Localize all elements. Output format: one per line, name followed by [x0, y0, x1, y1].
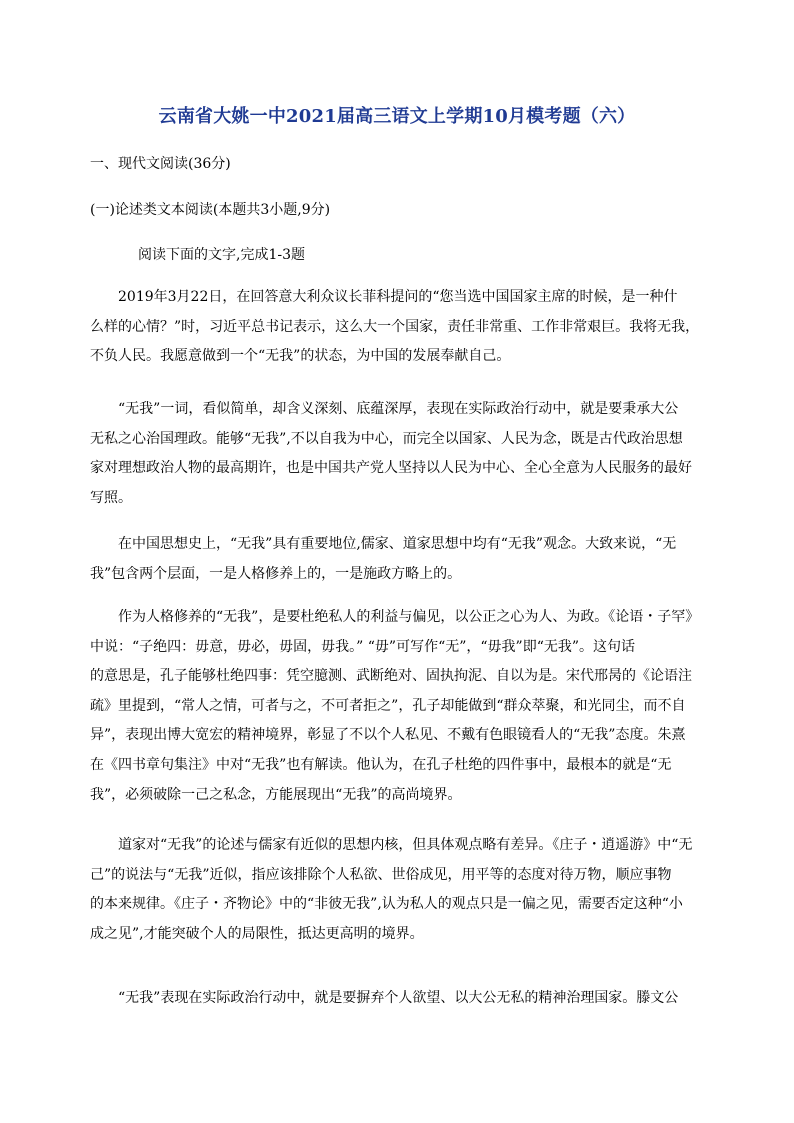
paragraph-line: 无私之心治国理政。能够“无我”,不以自我为中心，而完全以国家、人民为念，既是古代政治思想	[90, 430, 683, 447]
paragraph-line: 我”包含两个层面，一是人格修养上的，一是施政方略上的。	[90, 565, 462, 582]
paragraph-6	[90, 984, 705, 1014]
paragraph-line: 么样的心情？”时，习近平总书记表示，这么大一个国家，责任非常重、工作非常艰巨。我将无我，	[90, 318, 700, 335]
paragraph-3	[90, 530, 705, 589]
paragraph-4	[90, 603, 705, 810]
paragraph-line: 作为人格修养的“无我”，是要杜绝私人的利益与偏见，以公正之心为人、为政。《论语・子罕》	[118, 609, 700, 625]
paragraph-line: 己”的说法与“无我”近似，指应该排除个人私欲、世俗成见，用平等的态度对待万物，顺应事物	[90, 866, 672, 883]
paragraph-line: “无我”一词，看似简单，却含义深刻、底蕴深厚，表现在实际政治行动中，就是要秉承大公	[118, 401, 679, 417]
paragraph-line: “无我”表现在实际政治行动中，就是要摒弃个人欲望、以大公无私的精神治理国家。滕文公	[118, 990, 679, 1006]
subsection-heading: (一)论述类文本阅读(本题共3小题,9分)	[90, 202, 331, 218]
section-heading: 一、现代文阅读(36分)	[90, 156, 231, 172]
paragraph-1	[90, 283, 705, 372]
paragraph-line: 在中国思想史上，“无我”具有重要地位,儒家、道家思想中均有“无我”观念。大致来说，“无	[118, 536, 677, 552]
document-title: 云南省大姚一中2021届高三语文上学期10月模考题（六）	[158, 106, 636, 127]
reading-instruction: 阅读下面的文字,完成1-3题	[138, 247, 305, 263]
paragraph-5	[90, 831, 705, 949]
paragraph-line: 的意思是，孔子能够杜绝四事：凭空臆测、武断绝对、固执拘泥、自以为是。宋代邢昺的《论语注	[90, 668, 692, 685]
paragraph-line: 不负人民。我愿意做到一个“无我”的状态，为中国的发展奉献自己。	[90, 348, 511, 365]
paragraph-line: 的本来规律。《庄子・齐物论》中的“非彼无我”,认为私人的观点只是一偏之见，需要否定这种“小	[90, 896, 683, 913]
paragraph-line: 异”，表现出博大宽宏的精神境界，彰显了不以个人私见、不戴有色眼镜看人的“无我”态度。朱熹	[90, 727, 686, 744]
paragraph-line: 2019年3月22日，在回答意大利众议长菲科提问的“您当选中国国家主席的时候，是一种什	[118, 289, 678, 305]
paragraph-line: 家对理想政治人物的最高期许，也是中国共产党人坚持以人民为中心、全心全意为人民服务的最好	[90, 460, 692, 477]
paragraph-line: 道家对“无我”的论述与儒家有近似的思想内核，但具体观点略有差异。《庄子・逍遥游》中“无	[118, 837, 693, 853]
paragraph-line: 中说：“子绝四：毋意，毋必，毋固，毋我。” “毋”可写作“无”，“毋我”即“无我”。这句话	[90, 638, 636, 655]
paragraph-line: 我”，必须破除一己之私念，方能展现出“无我”的高尚境界。	[90, 786, 462, 803]
paragraph-line: 疏》里提到，“常人之情，可者与之，不可者拒之”，孔子却能做到“群众萃聚，和光同尘，而不自	[90, 697, 686, 714]
paragraph-line: 在《四书章句集注》中对“无我”也有解读。他认为，在孔子杜绝的四件事中，最根本的就是“无	[90, 756, 672, 773]
paragraph-line: 写照。	[90, 489, 132, 506]
paragraph-line: 成之见”,才能突破个人的局限性，抵达更高明的境界。	[90, 925, 424, 942]
paragraph-2	[90, 395, 705, 513]
